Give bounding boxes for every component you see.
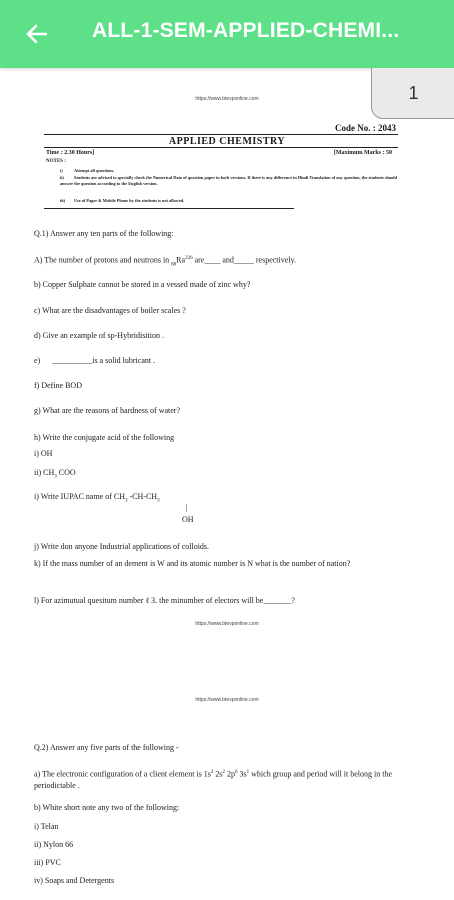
page-url-footer: https://www.btevponline.com bbox=[195, 621, 259, 627]
question-subitem: iv) Soaps and Detergents bbox=[34, 876, 115, 885]
paper-code: Code No. : 2043 bbox=[335, 123, 396, 133]
note-item: iii) Use of Pager & Mobile Phone by the students is not allowed. bbox=[60, 198, 185, 203]
question-item: g) What are the reasons of hardness of water? bbox=[34, 406, 181, 415]
question-subitem: ii) Nylon 66 bbox=[34, 840, 74, 849]
question-subitem: i) OH bbox=[34, 449, 53, 458]
question-subitem: iii) PVC bbox=[34, 858, 61, 867]
question-item: i) Write IUPAC name of $CH_3$ $-CH-CH_3$ bbox=[34, 492, 160, 504]
question-item: d) Give an example of sp-Hybridisition . bbox=[34, 331, 164, 340]
question-subitem: i) Telan bbox=[34, 822, 59, 831]
structure-bond: | bbox=[186, 503, 188, 512]
question-item: h) Write the conjugate acid of the following bbox=[34, 433, 175, 442]
arrow-left-icon bbox=[25, 24, 47, 44]
note-item: ii) Students are advised to specially check the Numerical Data of question paper in both versions. If there is any difference in Hindi Translation of any question, the students should answer the question according to the English version. bbox=[60, 175, 398, 186]
back-button[interactable] bbox=[18, 18, 54, 50]
question-subitem: ii) $CH_3$ COO bbox=[34, 468, 76, 480]
page-url-header: https://www.btevponline.com bbox=[195, 697, 259, 703]
app-bar bbox=[0, 0, 454, 68]
structure-branch: OH bbox=[182, 515, 194, 524]
question-item: l) For azimutual quesitum number ℓ 3. the minumber of electors will be_______? bbox=[34, 596, 295, 605]
question-item: c) What are the disadvantages of boiler scales ? bbox=[34, 306, 186, 315]
divider bbox=[44, 208, 294, 209]
question-item: b) White short note any two of the following: bbox=[34, 803, 180, 812]
question-item: k) If the mass number of an dement is W and its atomic number is N what is the number of nation? bbox=[34, 559, 351, 568]
divider bbox=[44, 147, 398, 148]
app-title: ALL-1-SEM-APPLIED-CHEMI... bbox=[92, 19, 400, 42]
question-item: A) The number of protons and neutrons in $_{88}Ra^{226}$ are____ and_____ respectively. bbox=[34, 255, 297, 268]
question-item: a) The electronic configuration of a client element is $1s^2$ $2s^2$ $2p^6$ $3s^1$ which group and period will it belong in the periodictable . bbox=[34, 769, 393, 790]
page-url-header: https://www.btevponline.com bbox=[195, 96, 259, 102]
question-item: f) Define BOD bbox=[34, 381, 82, 390]
question-item: e) __________is a solid lubricant . bbox=[34, 356, 156, 365]
divider bbox=[44, 134, 398, 135]
paper-time: Time : 2.30 Hours] bbox=[46, 150, 95, 156]
question-heading: Q.1) Answer any ten parts of the following: bbox=[34, 229, 174, 238]
question-item: j) Write don anyone Industrial applications of colloids. bbox=[34, 542, 210, 551]
page-number-badge[interactable]: 1 bbox=[371, 68, 454, 119]
question-item: b) Copper Sulphate cannot be stored in a vessed made of zinc why? bbox=[34, 280, 251, 289]
paper-max-marks: [Maximum Marks : 50 bbox=[333, 150, 392, 156]
note-item: i) Attempt all questions. bbox=[60, 168, 115, 173]
paper-subject: APPLIED CHEMISTRY bbox=[168, 136, 286, 147]
notes-label: NOTES : bbox=[46, 159, 66, 164]
question-heading: Q.2) Answer any five parts of the following - bbox=[34, 743, 179, 752]
